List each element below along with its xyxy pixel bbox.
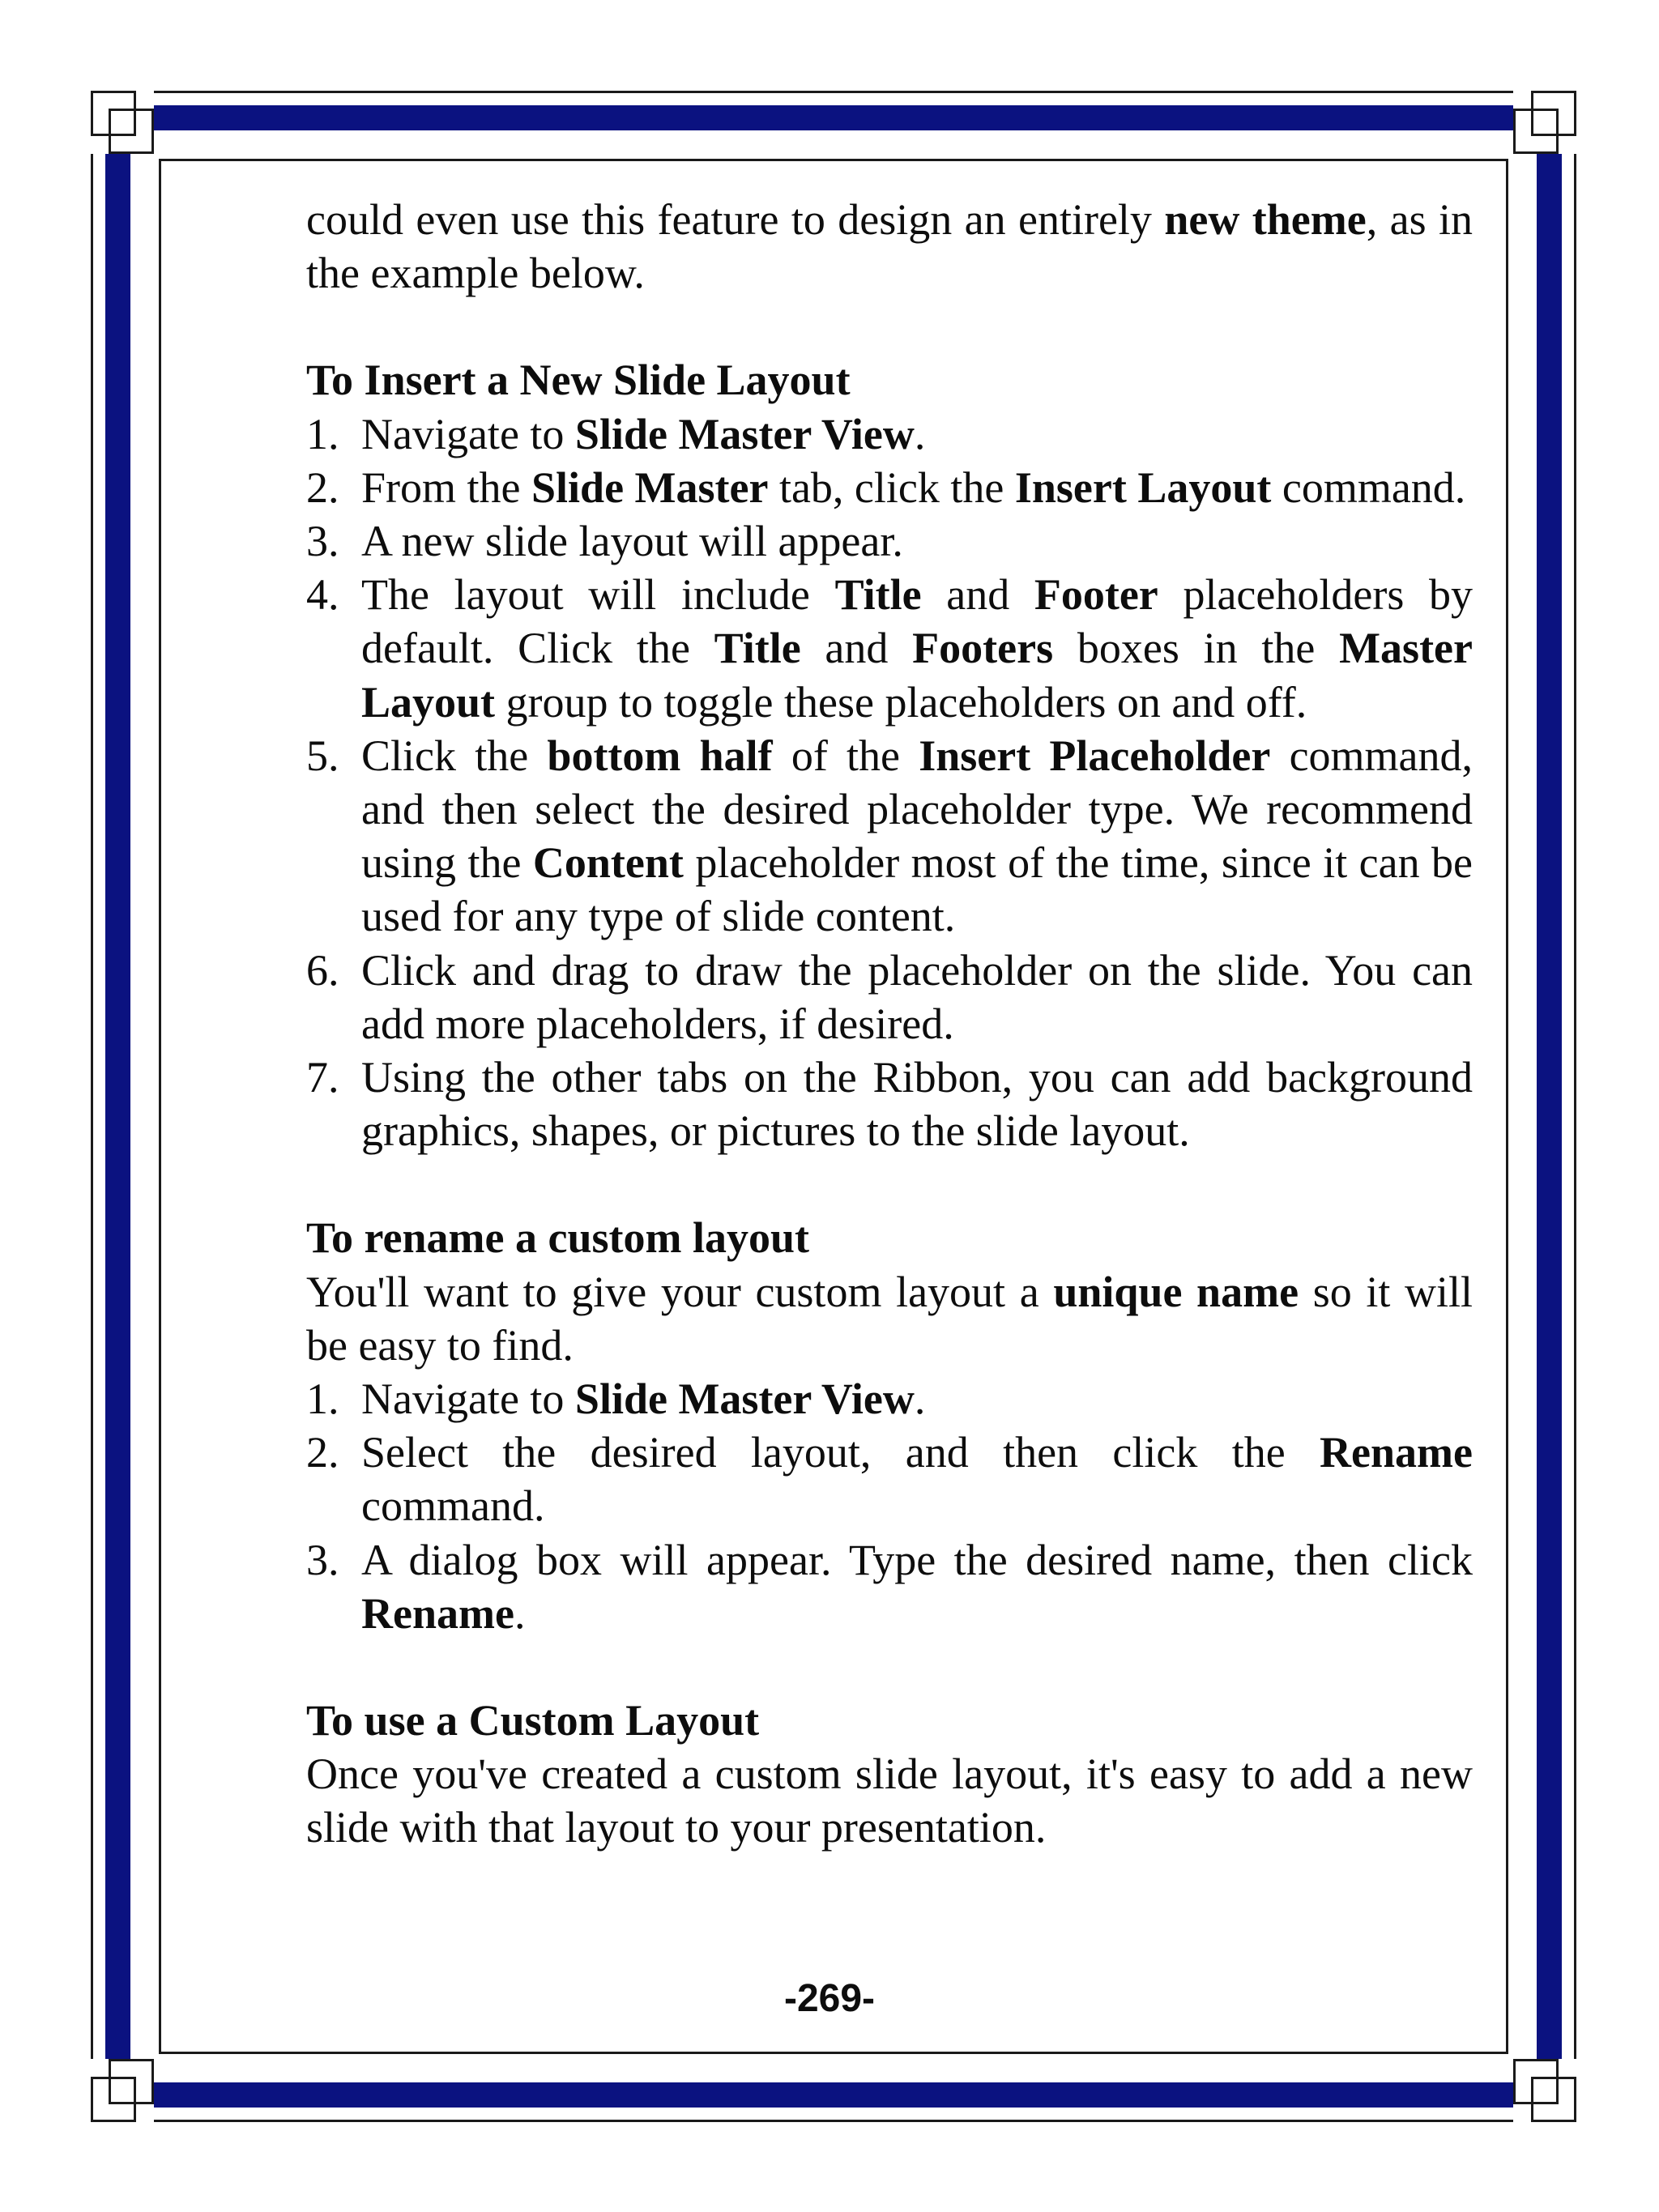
list-item-number: 5. — [306, 731, 339, 780]
rename-layout-heading: To rename a custom layout — [306, 1213, 809, 1263]
page-content — [306, 193, 1473, 1855]
list-item-number: 3. — [306, 517, 339, 566]
corner-ornament-top-right — [1513, 91, 1576, 154]
list-item: 2. Select the desired layout, and then click the Rename command. — [306, 1426, 1473, 1532]
page-number: -269- — [783, 1977, 876, 2020]
list-item-number: 4. — [306, 570, 339, 620]
list-item: 1. Navigate to Slide Master View. — [306, 407, 1473, 461]
list-item: 3. A new slide layout will appear. — [306, 514, 1473, 568]
list-item-number: 2. — [306, 1428, 339, 1477]
list-item: 3. A dialog box will appear. Type the desired name, then click Rename. — [306, 1533, 1473, 1640]
rename-layout-steps — [306, 1372, 1473, 1640]
list-item-number: 7. — [306, 1053, 339, 1102]
corner-ornament-bottom-left — [91, 2059, 154, 2122]
insert-layout-heading: To Insert a New Slide Layout — [306, 356, 851, 405]
corner-ornament-bottom-right — [1513, 2059, 1576, 2122]
list-item-number: 6. — [306, 945, 339, 995]
list-item: 2. From the Slide Master tab, click the Insert Layout command. — [306, 461, 1473, 514]
list-item-number: 1. — [306, 409, 339, 458]
corner-ornament-top-left — [91, 91, 154, 154]
list-item-number: 3. — [306, 1535, 339, 1584]
intro-paragraph: could even use this feature to design an entirely new theme, as in the example below. — [306, 195, 1473, 298]
insert-layout-steps — [306, 407, 1473, 1158]
use-layout-heading: To use a Custom Layout — [306, 1696, 760, 1745]
list-item-number: 2. — [306, 462, 339, 512]
list-item: 1. Navigate to Slide Master View. — [306, 1372, 1473, 1426]
list-item: 4. The layout will include Title and Footer placeholders by default. Click the Title and Footers boxes in the Master Layout group to toggle these placeholders on and off. — [306, 568, 1473, 729]
rename-layout-intro: You'll want to give your custom layout a unique name so it will be easy to find. — [306, 1267, 1473, 1370]
list-item-number: 1. — [306, 1375, 339, 1424]
use-layout-text: Once you've created a custom slide layout, it's easy to add a new slide with that layout to your presentation. — [306, 1750, 1473, 1852]
list-item: 6. Click and drag to draw the placeholder on the slide. You can add more placeholders, if desired. — [306, 944, 1473, 1051]
list-item: 5. Click the bottom half of the Insert Placeholder command, and then select the desired placeholder type. We recommend using the Content placeholder most of the time, since it can be used for any type of slide content. — [306, 729, 1473, 944]
list-item: 7. Using the other tabs on the Ribbon, you can add background graphics, shapes, or pictures to the slide layout. — [306, 1051, 1473, 1157]
